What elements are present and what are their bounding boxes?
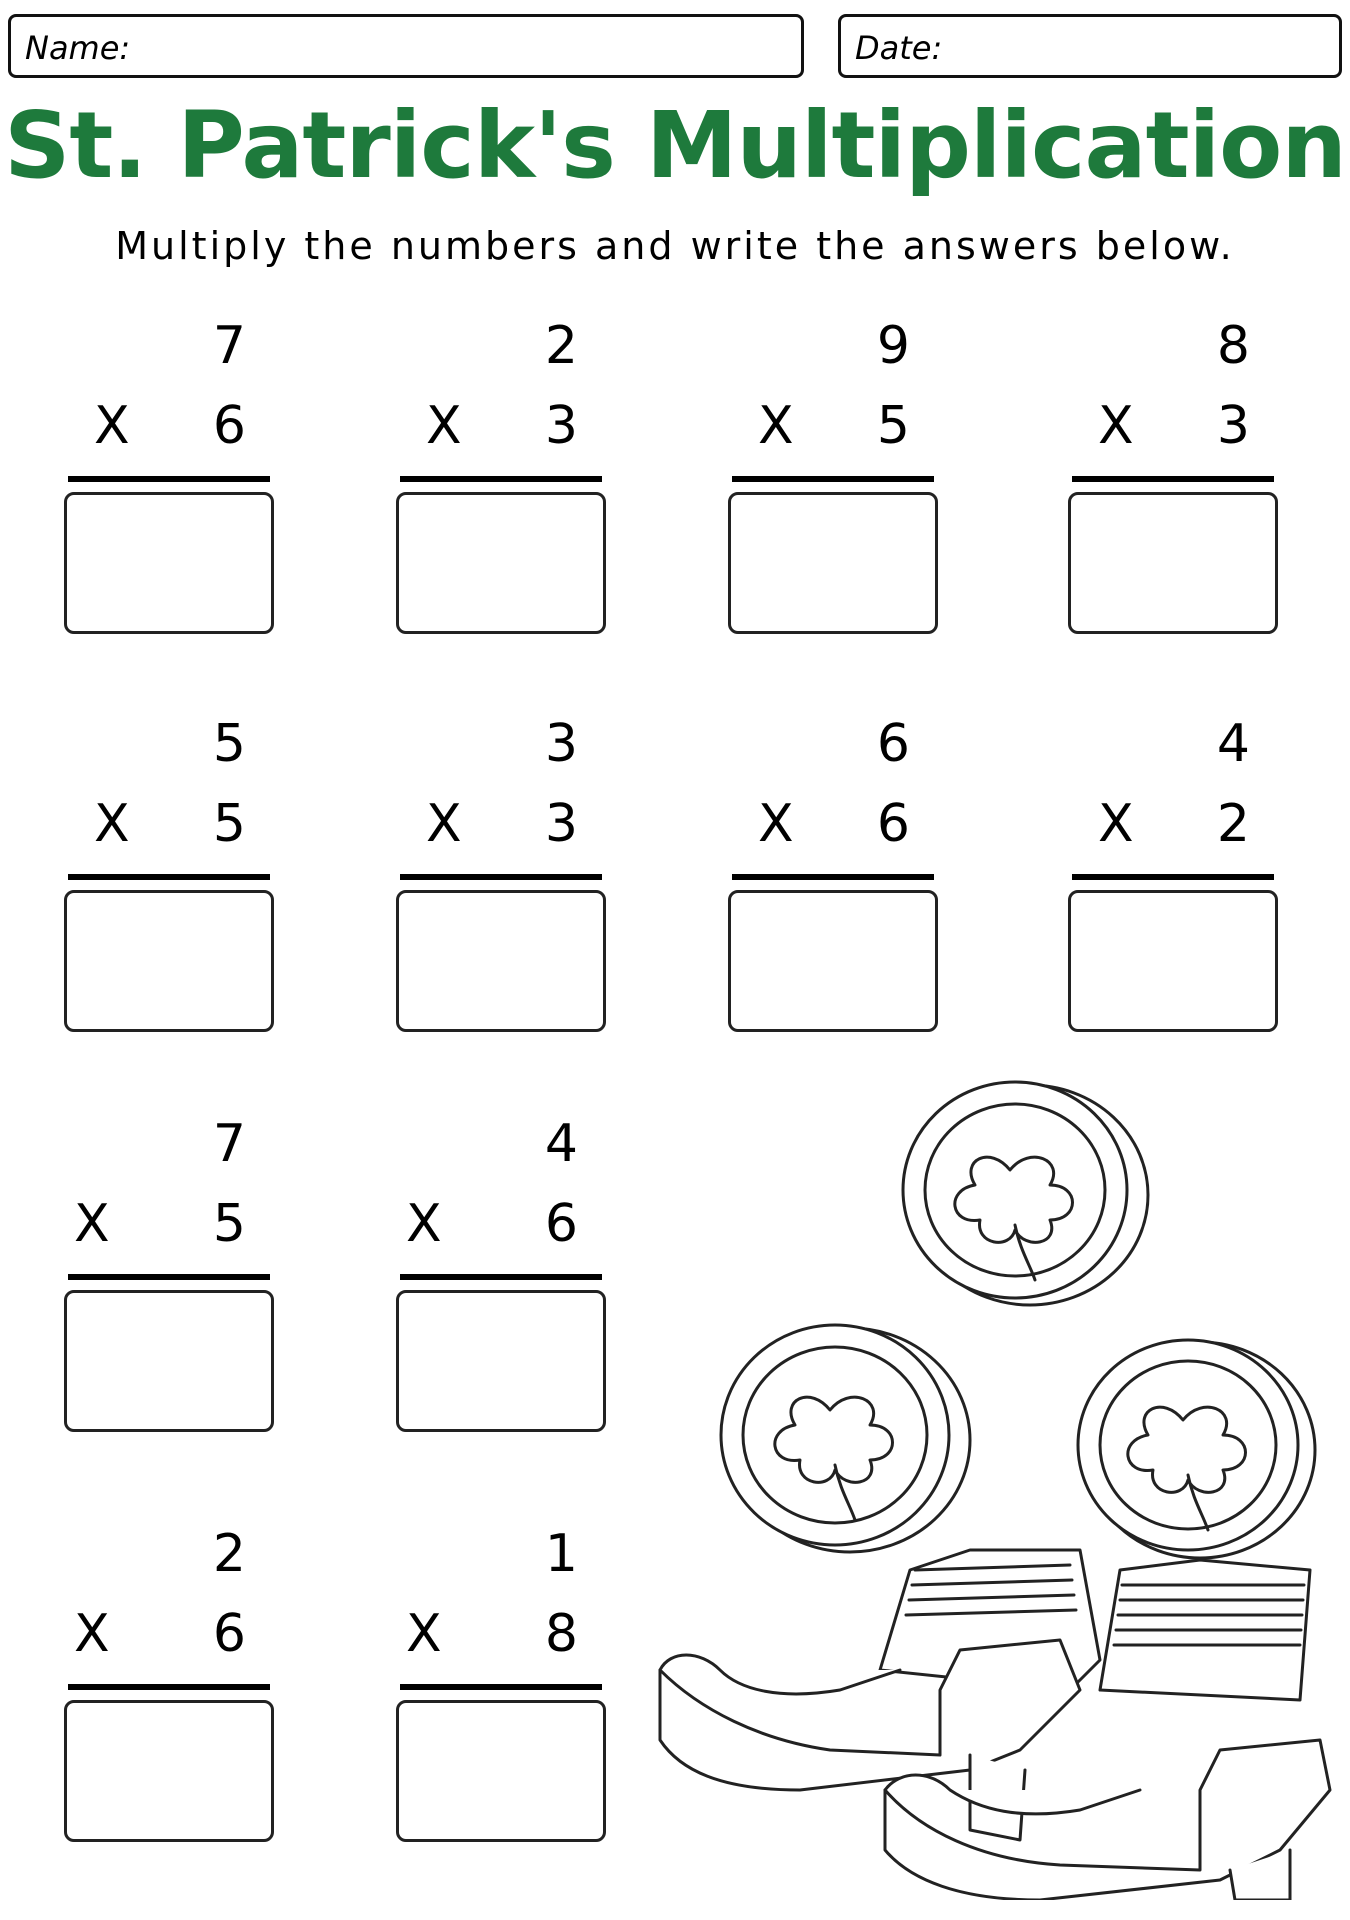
problem-1 (64, 316, 274, 650)
problem-bottom-number: 2 (1216, 794, 1250, 854)
answer-box[interactable] (1068, 890, 1278, 1032)
answer-line (400, 1684, 602, 1690)
shamrock-coin-icon (1078, 1340, 1315, 1558)
answer-line (1072, 874, 1274, 880)
problem-top-number: 7 (212, 316, 246, 376)
problem-top-number: 4 (1216, 714, 1250, 774)
problem-bottom-number: 6 (876, 794, 910, 854)
multiply-sign: X (74, 1604, 110, 1664)
problem-top-number: 8 (1216, 316, 1250, 376)
problem-3 (728, 316, 938, 650)
problem-12 (396, 1524, 606, 1858)
problem-bottom-number: 5 (212, 1194, 246, 1254)
multiply-sign: X (74, 1194, 110, 1254)
problem-top-number: 5 (212, 714, 246, 774)
problem-top-number: 3 (544, 714, 578, 774)
name-label: Name: (25, 29, 131, 67)
problem-bottom-number: 3 (1216, 396, 1250, 456)
problem-6 (396, 714, 606, 1048)
name-field[interactable] (8, 14, 804, 78)
date-label: Date: (855, 29, 943, 67)
multiply-sign: X (406, 1604, 442, 1664)
leprechaun-illustration (640, 1050, 1340, 1900)
problem-top-number: 4 (544, 1114, 578, 1174)
multiply-sign: X (426, 396, 462, 456)
problem-top-number: 2 (544, 316, 578, 376)
problem-11 (64, 1524, 274, 1858)
worksheet-title: St. Patrick's Multiplication (4, 92, 1346, 199)
answer-line (732, 874, 934, 880)
problem-top-number: 6 (876, 714, 910, 774)
problem-9 (64, 1114, 274, 1448)
multiply-sign: X (94, 396, 130, 456)
answer-line (732, 476, 934, 482)
answer-box[interactable] (64, 492, 274, 634)
shamrock-coin-icon (721, 1325, 970, 1552)
problem-7 (728, 714, 938, 1048)
problem-top-number: 1 (544, 1524, 578, 1584)
problem-top-number: 7 (212, 1114, 246, 1174)
multiply-sign: X (94, 794, 130, 854)
multiply-sign: X (1098, 794, 1134, 854)
problem-bottom-number: 5 (212, 794, 246, 854)
answer-box[interactable] (64, 890, 274, 1032)
problem-bottom-number: 3 (544, 396, 578, 456)
problem-bottom-number: 5 (876, 396, 910, 456)
answer-box[interactable] (396, 1700, 606, 1842)
problem-bottom-number: 6 (212, 396, 246, 456)
answer-box[interactable] (64, 1290, 274, 1432)
answer-box[interactable] (64, 1700, 274, 1842)
problem-bottom-number: 3 (544, 794, 578, 854)
answer-line (68, 476, 270, 482)
multiply-sign: X (1098, 396, 1134, 456)
multiply-sign: X (758, 794, 794, 854)
instructions-text: Multiply the numbers and write the answers below. (115, 224, 1235, 268)
problem-8 (1068, 714, 1278, 1048)
answer-box[interactable] (728, 492, 938, 634)
problem-bottom-number: 8 (544, 1604, 578, 1664)
problem-top-number: 2 (212, 1524, 246, 1584)
multiply-sign: X (758, 396, 794, 456)
answer-line (68, 1684, 270, 1690)
answer-box[interactable] (1068, 492, 1278, 634)
answer-box[interactable] (396, 1290, 606, 1432)
date-field[interactable] (838, 14, 1342, 78)
problem-top-number: 9 (876, 316, 910, 376)
problem-5 (64, 714, 274, 1048)
answer-line (400, 476, 602, 482)
problem-2 (396, 316, 606, 650)
shamrock-coin-icon (903, 1082, 1148, 1305)
answer-line (400, 1274, 602, 1280)
answer-line (400, 874, 602, 880)
answer-line (1072, 476, 1274, 482)
problem-bottom-number: 6 (544, 1194, 578, 1254)
answer-line (68, 874, 270, 880)
answer-box[interactable] (396, 492, 606, 634)
problem-10 (396, 1114, 606, 1448)
problem-4 (1068, 316, 1278, 650)
multiply-sign: X (426, 794, 462, 854)
answer-box[interactable] (396, 890, 606, 1032)
answer-line (68, 1274, 270, 1280)
multiply-sign: X (406, 1194, 442, 1254)
problem-bottom-number: 6 (212, 1604, 246, 1664)
answer-box[interactable] (728, 890, 938, 1032)
